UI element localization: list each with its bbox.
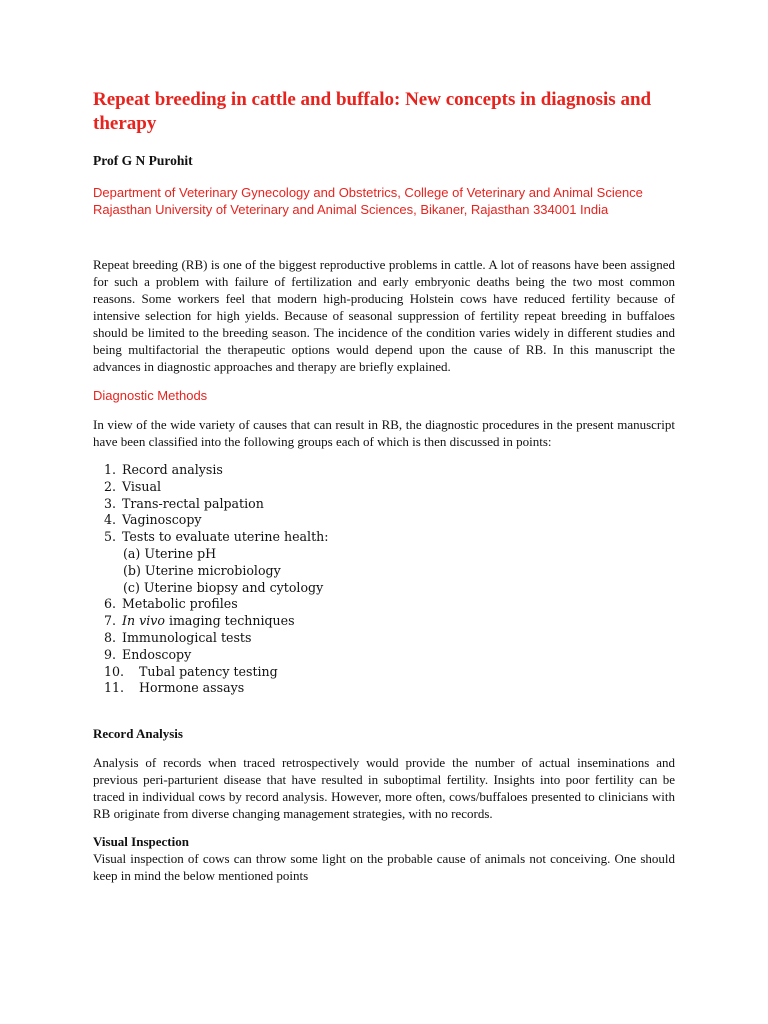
list-item-number: 11. — [104, 680, 125, 696]
list-item — [93, 630, 675, 647]
list-item-number: 9. — [104, 646, 117, 662]
diagnostic-methods-heading: Diagnostic Methods — [93, 388, 208, 403]
list-item — [93, 512, 675, 529]
list-item — [93, 462, 675, 479]
list-item-number: 1. — [104, 462, 117, 477]
list-item-text: Visual — [122, 478, 162, 494]
list-item — [93, 680, 675, 697]
list-item-text: Hormone assays — [139, 680, 245, 696]
visual-inspection-heading: Visual Inspection — [93, 834, 189, 850]
list-item-text: Trans-rectal palpation — [122, 495, 264, 511]
list-item-number: 5. — [104, 529, 117, 545]
list-item — [93, 613, 675, 630]
list-item — [93, 563, 675, 580]
list-item-text: Tests to evaluate uterine health: — [122, 529, 329, 545]
visual-inspection-paragraph: Visual inspection of cows can throw some light on the probable cause of animals not conceiving. One should keep in mind the below mentioned points — [93, 851, 675, 884]
list-item-number: 4. — [104, 512, 117, 528]
diagnostic-methods-list — [93, 462, 675, 697]
list-item-text: Record analysis — [122, 462, 223, 477]
list-item-text: (c) Uterine biopsy and cytology — [123, 579, 324, 595]
affiliation — [93, 184, 675, 218]
list-item — [93, 647, 675, 664]
paper-title: Repeat breeding in cattle and buffalo: New concepts in diagnosis and therapy — [93, 89, 652, 134]
list-item — [93, 496, 675, 513]
list-item — [93, 546, 675, 563]
author-name: Prof G N Purohit — [93, 153, 193, 168]
record-analysis-paragraph: Analysis of records when traced retrospectively would provide the number of actual inseminations and previous peri-parturient disease that have resulted in suboptimal fertility. Insights into poor fertility can be traced in individual cows by record analysis. However, more often, cows/buffaloes presented to clinicians with RB originate from diverse changing management strategies, with no records. — [93, 755, 675, 822]
list-item-number: 10. — [104, 663, 125, 679]
list-item-number: 7. — [104, 613, 117, 629]
list-item-text: Endoscopy — [122, 646, 192, 662]
record-analysis-heading: Record Analysis — [93, 726, 183, 742]
list-item-italic: In vivo — [122, 613, 165, 629]
list-item-number: 8. — [104, 629, 117, 645]
list-item-number: 6. — [104, 596, 117, 612]
affiliation-line-1: Department of Veterinary Gynecology and Obstetrics, College of Veterinary and Animal Science — [93, 185, 643, 200]
document-page — [93, 88, 675, 884]
list-item-text: Tubal patency testing — [139, 663, 278, 679]
list-item — [93, 596, 675, 613]
list-item-text: (b) Uterine microbiology — [123, 562, 281, 578]
diagnostic-intro-paragraph: In view of the wide variety of causes that can result in RB, the diagnostic procedures in the present manuscript have been classified into the following groups each of which is then discussed in points: — [93, 417, 675, 449]
list-item — [93, 580, 675, 597]
list-item — [93, 529, 675, 546]
list-item — [93, 479, 675, 496]
list-item — [93, 664, 675, 681]
list-item-number: 3. — [104, 495, 117, 511]
list-item-text: Immunological tests — [122, 629, 252, 645]
intro-paragraph: Repeat breeding (RB) is one of the biggest reproductive problems in cattle. A lot of reasons have been assigned for such a problem with failure of fertilization and early embryonic deaths being the two most common reasons. Some workers feel that modern high-producing Holstein cows have reduced fertility because of intensive selection for high yields. Because of seasonal suppression of fertility repeat breeding in buffaloes should be limited to the breeding season. The incidence of the condition varies widely in different studies and being multifactorial the therapeutic options would depend upon the cause of RB. In this manuscript the advances in diagnostic approaches and therapy are briefly explained. — [93, 257, 675, 374]
list-item-text: imaging techniques — [164, 613, 295, 629]
list-item-text: Vaginoscopy — [122, 512, 202, 528]
list-item-number: 2. — [104, 478, 117, 494]
affiliation-line-2: Rajasthan University of Veterinary and Animal Sciences, Bikaner, Rajasthan 334001 India — [93, 202, 609, 217]
list-item-text: (a) Uterine pH — [123, 545, 217, 561]
list-item-text: Metabolic profiles — [122, 596, 238, 612]
